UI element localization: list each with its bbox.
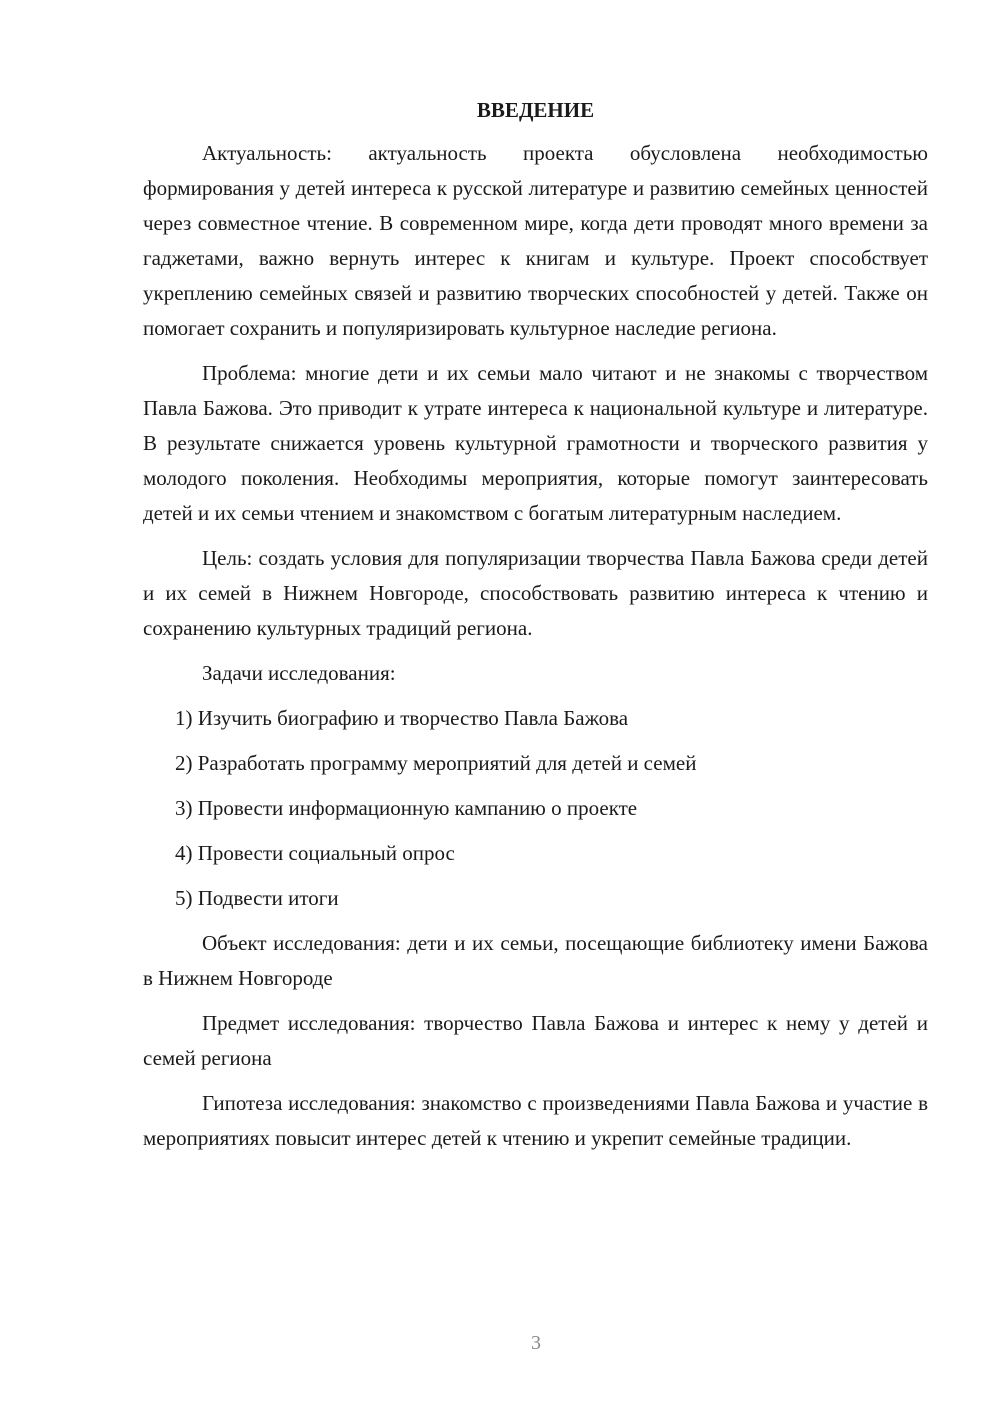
problem-paragraph: Проблема: многие дети и их семьи мало читают и не знакомы с творчеством Павла Бажова. Это приводит к утрате интереса к национальной культуре и литературе. В результате снижается уровень культурной грамотности и творческого развития у молодого поколения. Необходимы мероприятия, которые помогут заинтересовать детей и их семьи чтением и знакомством с богатым литературным наследием. (143, 361, 928, 525)
task-item-5: 5) Подвести итоги (175, 886, 339, 910)
hypothesis-paragraph: Гипотеза исследования: знакомство с произведениями Павла Бажова и участие в мероприятиях повысит интерес детей к чтению и укрепит семейные традиции. (143, 1091, 928, 1150)
task-item-1: 1) Изучить биографию и творчество Павла Бажова (175, 706, 629, 730)
tasks-heading: Задачи исследования: (202, 661, 396, 685)
task-item-4: 4) Провести социальный опрос (175, 841, 455, 865)
relevance-paragraph: Актуальность: актуальность проекта обусловлена необходимостью формирования у детей интереса к русской литературе и развитию семейных ценностей через совместное чтение. В современном мире, когда дети проводят много времени за гаджетами, важно вернуть интерес к книгам и культуре. Проект способствует укреплению семейных связей и развитию творческих способностей у детей. Также он помогает сохранить и популяризировать культурное наследие региона. (143, 141, 928, 340)
goal-paragraph: Цель: создать условия для популяризации творчества Павла Бажова среди детей и их семей в Нижнем Новгороде, способствовать развитию интереса к чтению и сохранению культурных традиций региона. (143, 546, 928, 640)
page-number: 3 (531, 1332, 541, 1354)
subject-paragraph: Предмет исследования: творчество Павла Бажова и интерес к нему у детей и семей региона (143, 1011, 928, 1070)
page-title: ВВЕДЕНИЕ (476, 98, 595, 122)
task-item-3: 3) Провести информационную кампанию о проекте (175, 796, 638, 820)
task-item-2: 2) Разработать программу мероприятий для детей и семей (175, 751, 697, 775)
tasks-list (143, 701, 928, 916)
document-page (143, 92, 928, 1166)
object-paragraph: Объект исследования: дети и их семьи, посещающие библиотеку имени Бажова в Нижнем Новгороде (143, 931, 928, 990)
